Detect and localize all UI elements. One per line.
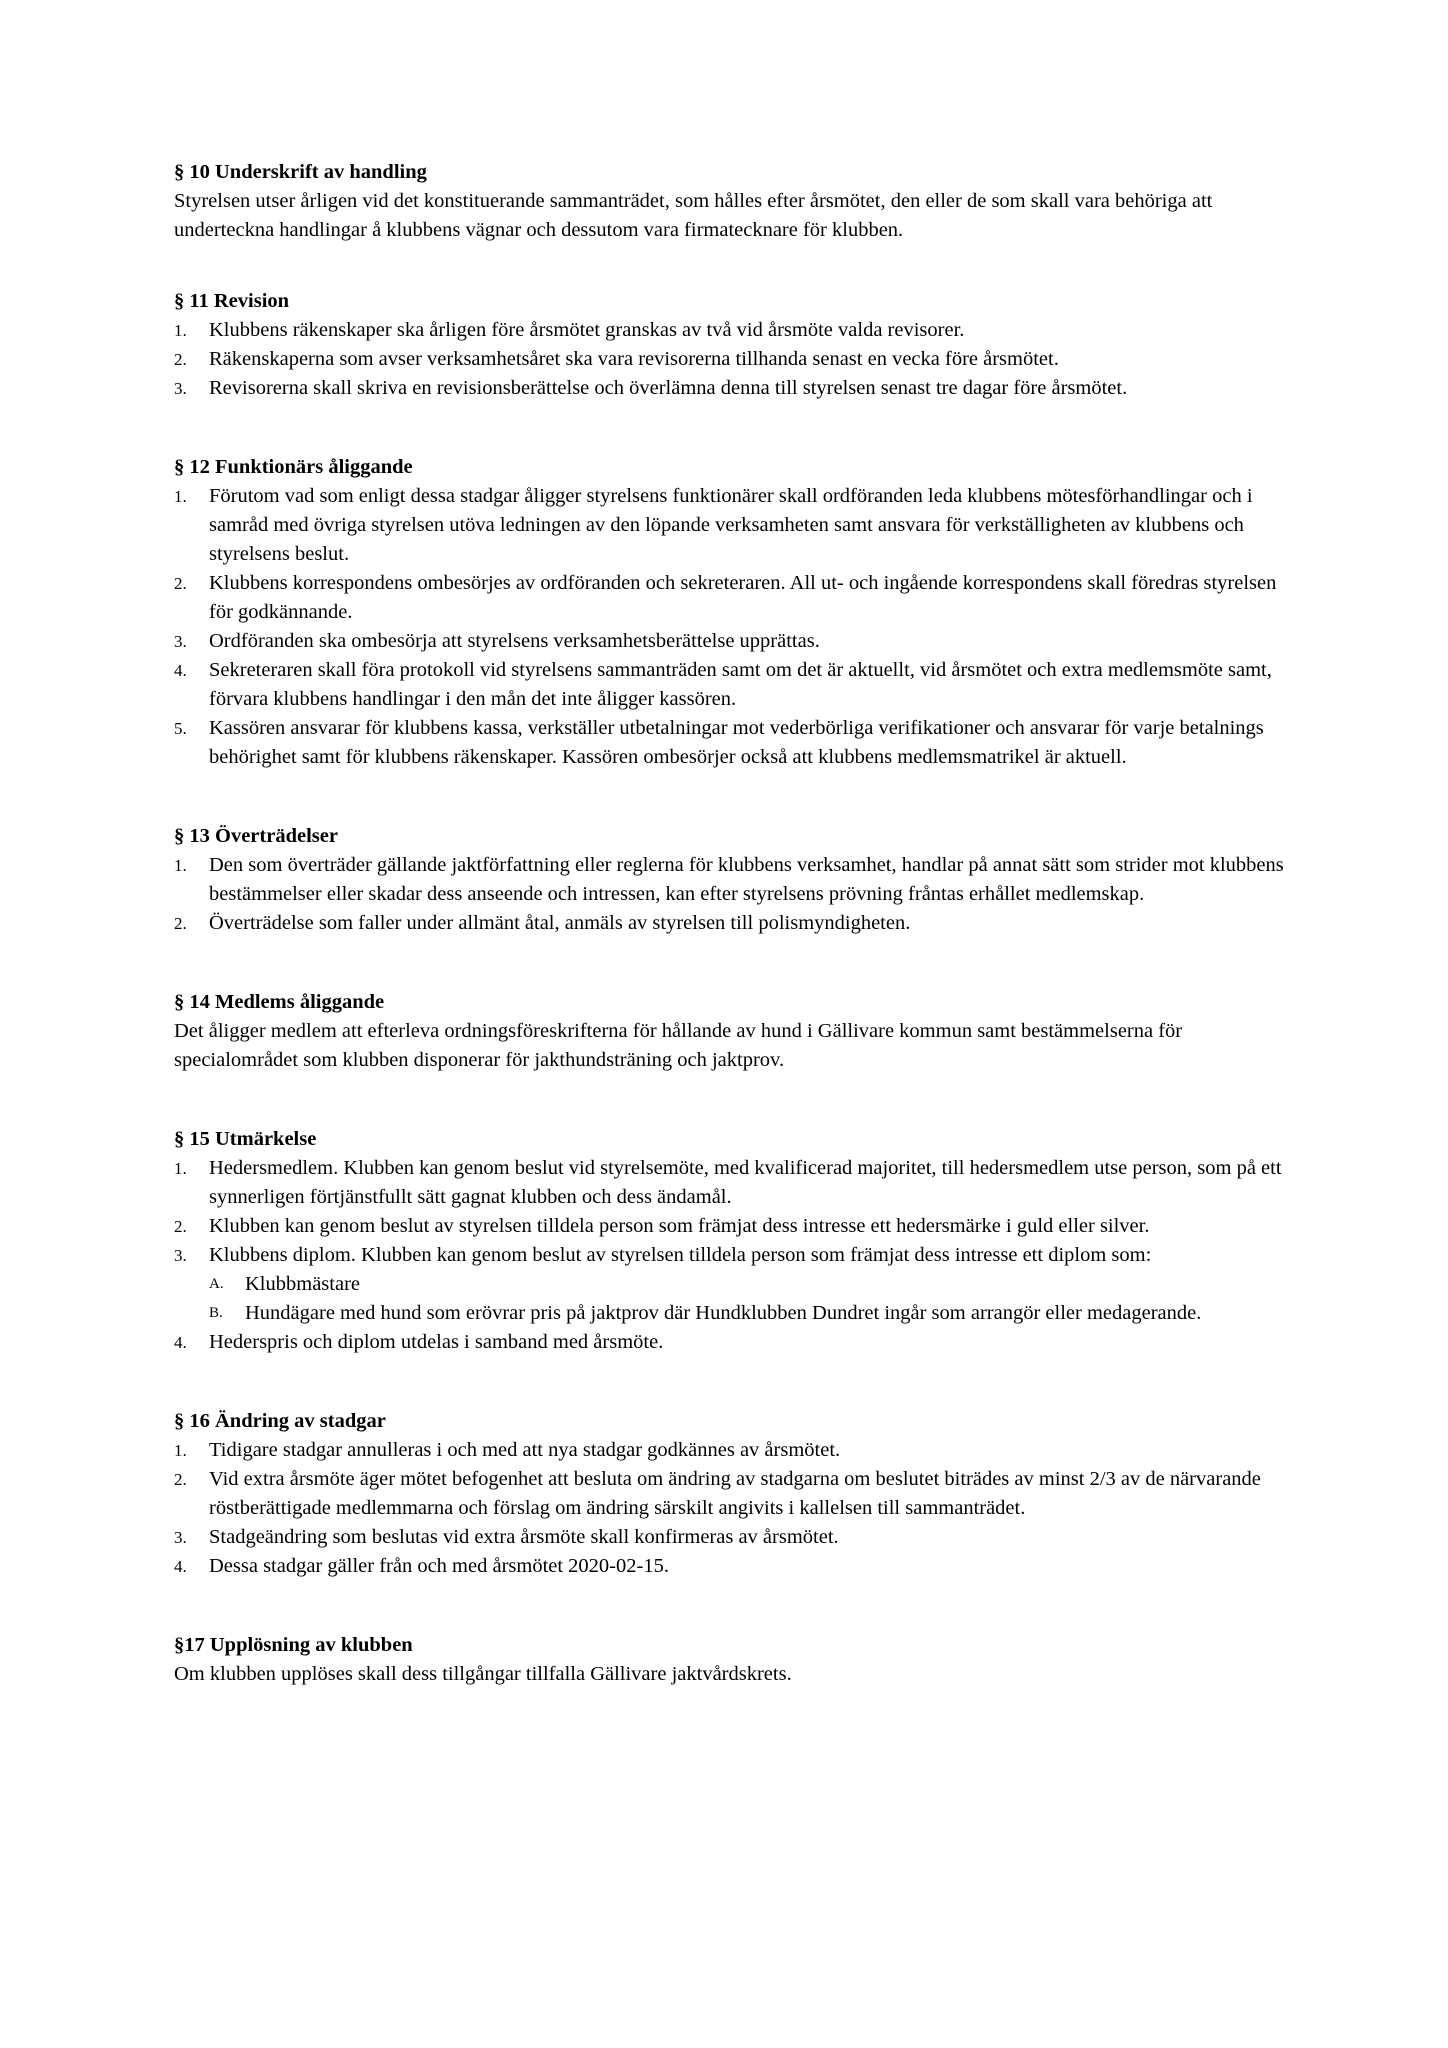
list-item-number: 4.	[174, 1333, 187, 1352]
list-item-number: 1.	[174, 1441, 187, 1460]
list-item-number: 3.	[174, 1246, 187, 1265]
list-item-text: Hedersmedlem. Klubben kan genom beslut vid styrelsemöte, med kvalificerad majoritet, till hedersmedlem utse person, som på ett synnerligen förtjänstfullt sätt gagnat klubben och dess ändamål.	[209, 1157, 1282, 1208]
list-item	[174, 1328, 1304, 1357]
sublist-item	[209, 1270, 1304, 1299]
list-item-text: Revisorerna skall skriva en revisionsberättelse och överlämna denna till styrelsen senast tre dagar före årsmötet.	[209, 377, 1128, 399]
sublist-item-text: Hundägare med hund som erövrar pris på jaktprov där Hundklubben Dundret ingår som arrangör eller medagerande.	[245, 1302, 1202, 1324]
list-item-number: 2.	[174, 914, 187, 933]
list-item	[174, 1523, 1304, 1552]
list-item-number: 1.	[174, 487, 187, 506]
list-item-text: Den som överträder gällande jaktförfattning eller reglerna för klubbens verksamhet, handlar på annat sätt som strider mot klubbens bestämmelser eller skadar dess anseende och intressen, kan efter styrelsens prövning fråntas erhållet medlemskap.	[209, 854, 1284, 905]
list-item-text: Klubben kan genom beslut av styrelsen tilldela person som främjat dess intresse ett hedersmärke i guld eller silver.	[209, 1215, 1150, 1237]
document-body	[174, 158, 1304, 1739]
section	[174, 1631, 1304, 1689]
list-item-number: 1.	[174, 321, 187, 340]
section-heading: § 12 Funktionärs åliggande	[174, 456, 413, 478]
list-item-text: Klubbens räkenskaper ska årligen före årsmötet granskas av två vid årsmöte valda revisorer.	[209, 319, 965, 341]
list-item	[174, 851, 1304, 909]
section	[174, 287, 1304, 403]
list-item	[174, 482, 1304, 569]
list-item	[174, 627, 1304, 656]
list-item-number: 3.	[174, 379, 187, 398]
section-paragraph: Styrelsen utser årligen vid det konstituerande sammanträdet, som hålles efter årsmötet, den eller de som skall vara behöriga att underteckna handlingar å klubbens vägnar och dessutom vara firmatecknare för klubben.	[174, 190, 1213, 241]
list-item	[174, 1552, 1304, 1581]
list-item	[174, 345, 1304, 374]
list-item-number: 1.	[174, 1159, 187, 1178]
list-item-number: 5.	[174, 719, 187, 738]
section-heading: § 14 Medlems åliggande	[174, 991, 385, 1013]
list-item-number: 3.	[174, 1528, 187, 1547]
section-paragraph: Om klubben upplöses skall dess tillgångar tillfalla Gällivare jaktvårdskrets.	[174, 1663, 792, 1685]
section	[174, 453, 1304, 772]
list-item-text: Ordföranden ska ombesörja att styrelsens verksamhetsberättelse upprättas.	[209, 630, 820, 652]
sublist-item-letter: B.	[209, 1305, 223, 1321]
list-item-number: 4.	[174, 661, 187, 680]
sublist-item-text: Klubbmästare	[245, 1273, 360, 1295]
section-heading: §17 Upplösning av klubben	[174, 1634, 413, 1656]
list-item	[174, 909, 1304, 938]
list-item-number: 3.	[174, 632, 187, 651]
list-item	[174, 1212, 1304, 1241]
list-item	[174, 1154, 1304, 1212]
list-item	[174, 714, 1304, 772]
list-item-text: Kassören ansvarar för klubbens kassa, verkställer utbetalningar mot vederbörliga verifikationer och ansvarar för varje betalnings behörighet samt för klubbens räkenskaper. Kassören ombesörjer också att klubbens medlemsmatrikel är aktuell.	[209, 717, 1264, 768]
list-item-text: Klubbens diplom. Klubben kan genom beslut av styrelsen tilldela person som främjat dess intresse ett diplom som:	[209, 1244, 1152, 1266]
list-item-text: Vid extra årsmöte äger mötet befogenhet att besluta om ändring av stadgarna om beslutet biträdes av minst 2/3 av de närvarande röstberättigade medlemmarna och förslag om ändring särskilt angivits i kallelsen till sammanträdet.	[209, 1468, 1261, 1519]
list-item	[174, 569, 1304, 627]
list-item-number: 4.	[174, 1557, 187, 1576]
section	[174, 158, 1304, 245]
numbered-list	[174, 482, 1304, 772]
list-item-number: 2.	[174, 1470, 187, 1489]
list-item-number: 2.	[174, 574, 187, 593]
numbered-list	[174, 316, 1304, 403]
section	[174, 988, 1304, 1075]
numbered-list	[174, 1154, 1304, 1357]
section-heading: § 13 Överträdelser	[174, 825, 338, 847]
section-heading: § 10 Underskrift av handling	[174, 161, 427, 183]
list-item-number: 2.	[174, 1217, 187, 1236]
sublist-item-letter: A.	[209, 1276, 224, 1292]
list-item-text: Tidigare stadgar annulleras i och med att nya stadgar godkännes av årsmötet.	[209, 1439, 841, 1461]
list-item-text: Överträdelse som faller under allmänt åtal, anmäls av styrelsen till polismyndigheten.	[209, 912, 911, 934]
list-item	[174, 1241, 1304, 1328]
list-item	[174, 1436, 1304, 1465]
section-heading: § 15 Utmärkelse	[174, 1128, 317, 1150]
list-item-text: Stadgeändring som beslutas vid extra årsmöte skall konfirmeras av årsmötet.	[209, 1526, 839, 1548]
list-item-text: Klubbens korrespondens ombesörjes av ordföranden och sekreteraren. All ut- och ingående korrespondens skall föredras styrelsen för godkännande.	[209, 572, 1277, 623]
list-item-number: 2.	[174, 350, 187, 369]
list-item	[174, 316, 1304, 345]
list-item-text: Räkenskaperna som avser verksamhetsåret ska vara revisorerna tillhanda senast en vecka före årsmötet.	[209, 348, 1059, 370]
list-item	[174, 374, 1304, 403]
list-item-text: Hederspris och diplom utdelas i samband med årsmöte.	[209, 1331, 664, 1353]
list-item	[174, 1465, 1304, 1523]
section-heading: § 11 Revision	[174, 290, 290, 312]
section	[174, 1407, 1304, 1581]
section-heading: § 16 Ändring av stadgar	[174, 1410, 386, 1432]
list-item	[174, 656, 1304, 714]
numbered-list	[174, 851, 1304, 938]
list-item-text: Förutom vad som enligt dessa stadgar åligger styrelsens funktionärer skall ordföranden leda klubbens mötesförhandlingar och i samråd med övriga styrelsen utöva ledningen av den löpande verksamheten samt ansvara för verkställigheten av klubbens och styrelsens beslut.	[209, 485, 1253, 565]
section	[174, 822, 1304, 938]
list-item-text: Dessa stadgar gäller från och med årsmötet 2020-02-15.	[209, 1555, 669, 1577]
list-item-number: 1.	[174, 856, 187, 875]
section-paragraph: Det åligger medlem att efterleva ordningsföreskrifterna för hållande av hund i Gällivare kommun samt bestämmelserna för specialområdet som klubben disponerar för jakthundsträning och jaktprov.	[174, 1020, 1183, 1071]
numbered-list	[174, 1436, 1304, 1581]
lettered-sublist	[209, 1270, 1304, 1328]
sublist-item	[209, 1299, 1304, 1328]
section	[174, 1125, 1304, 1357]
list-item-text: Sekreteraren skall föra protokoll vid styrelsens sammanträden samt om det är aktuellt, vid årsmötet och extra medlemsmöte samt, förvara klubbens handlingar i den mån det inte åligger kassören.	[209, 659, 1272, 710]
